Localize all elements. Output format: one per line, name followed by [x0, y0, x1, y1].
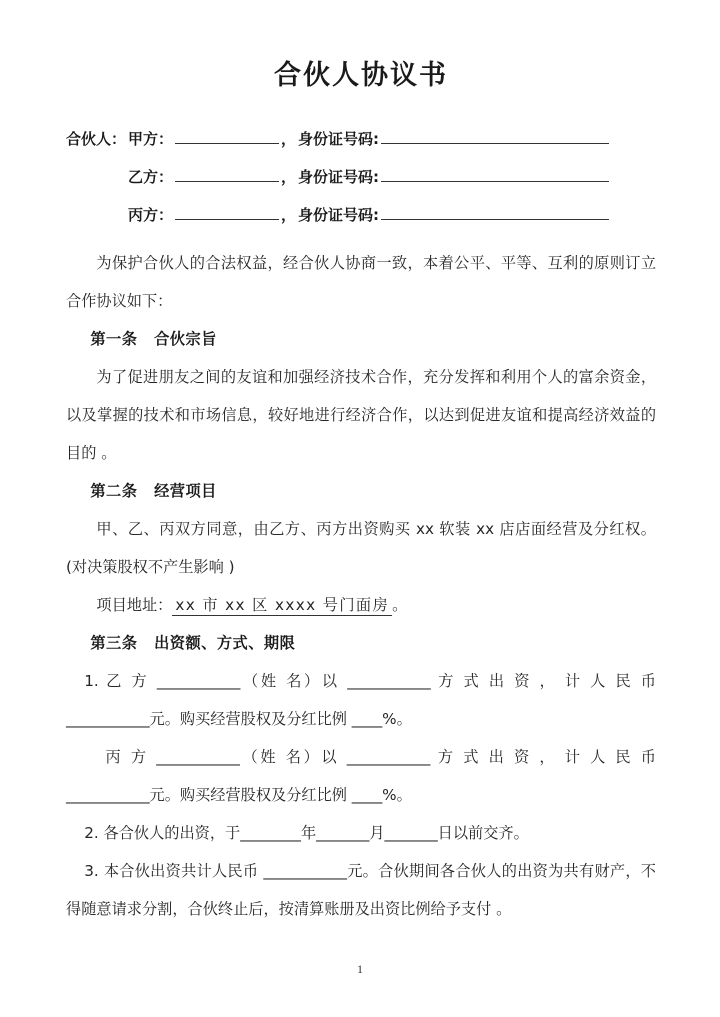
- party-a-comma: ，: [281, 130, 297, 149]
- party-c-label: 丙方：: [128, 206, 174, 225]
- party-c-id-blank[interactable]: [381, 206, 609, 220]
- article-3-heading: [66, 624, 656, 662]
- article-2-title: 经营项目: [154, 482, 217, 501]
- party-a-id-label: 身份证号码:: [298, 130, 380, 149]
- party-c-comma: ，: [281, 206, 297, 225]
- article-1-heading: [66, 320, 656, 358]
- project-address-line: [66, 586, 656, 624]
- parties-section: [66, 130, 656, 244]
- preamble-paragraph: 为保护合伙人的合法权益，经合伙人协商一致，本着公平、平等、互利的原则订立合作协议如下：: [66, 254, 656, 311]
- article-1-number: 第一条: [90, 330, 138, 349]
- article-2-heading: [66, 472, 656, 510]
- project-address-period: 。: [392, 596, 408, 615]
- article-3-clause-3: 3. 本合伙出资共计人民币 ___________元。合伙期间各合伙人的出资为共有财产，不得随意请求分割，合伙终止后，按清算账册及出资比例给予支付 。: [66, 862, 656, 919]
- document-content: [66, 0, 656, 928]
- project-address-label: 项目地址：: [96, 596, 173, 615]
- party-c-name-blank[interactable]: [175, 206, 279, 220]
- party-b-id-label: 身份证号码:: [298, 168, 380, 187]
- article-3-clause-1: 1. 乙 方 ___________（姓 名）以 ___________ 方 式 出 资 ， 计 人 民 币 ___________元。购买经营股权及分红比例 ____%。: [66, 672, 656, 729]
- project-address-value[interactable]: xx 市 xx 区 xxxx 号门面房: [172, 596, 392, 616]
- article-3-clause-2: 2. 各合伙人的出资，于________年_______月_______日以前交齐。: [84, 824, 529, 843]
- party-a-name-blank[interactable]: [175, 130, 279, 144]
- article-2-number: 第二条: [90, 482, 138, 501]
- page-number: 1: [357, 962, 363, 976]
- party-b-comma: ，: [281, 168, 297, 187]
- party-row-b: [66, 168, 656, 206]
- partners-label: 合伙人：: [66, 130, 127, 149]
- article-1-title: 合伙宗旨: [154, 330, 217, 349]
- party-row-a: [66, 130, 656, 168]
- page-title: 合伙人协议书: [274, 60, 448, 91]
- party-a-id-blank[interactable]: [381, 130, 609, 144]
- party-b-id-blank[interactable]: [381, 168, 609, 182]
- party-a-label: 甲方：: [128, 130, 174, 149]
- party-b-name-blank[interactable]: [175, 168, 279, 182]
- article-3-clause-1b: 丙 方 ___________（姓 名）以 ___________ 方 式 出 资 ， 计 人 民 币 ___________元。购买经营股权及分红比例 ____%。: [66, 748, 656, 805]
- article-1-body: 为了促进朋友之间的友谊和加强经济技术合作，充分发挥和利用个人的富余资金，以及掌握的技术和市场信息，较好地进行经济合作，以达到促进友谊和提高经济效益的目的 。: [66, 368, 656, 463]
- article-3-title: 出资额、方式、期限: [154, 634, 296, 653]
- party-b-label: 乙方：: [128, 168, 174, 187]
- party-c-id-label: 身份证号码:: [298, 206, 380, 225]
- article-3-number: 第三条: [90, 634, 138, 653]
- article-2-body: 甲、乙、丙双方同意，由乙方、丙方出资购买 xx 软装 xx 店店面经营及分红权。(对决策股权不产生影响 ): [66, 520, 656, 577]
- party-row-c: [66, 206, 656, 244]
